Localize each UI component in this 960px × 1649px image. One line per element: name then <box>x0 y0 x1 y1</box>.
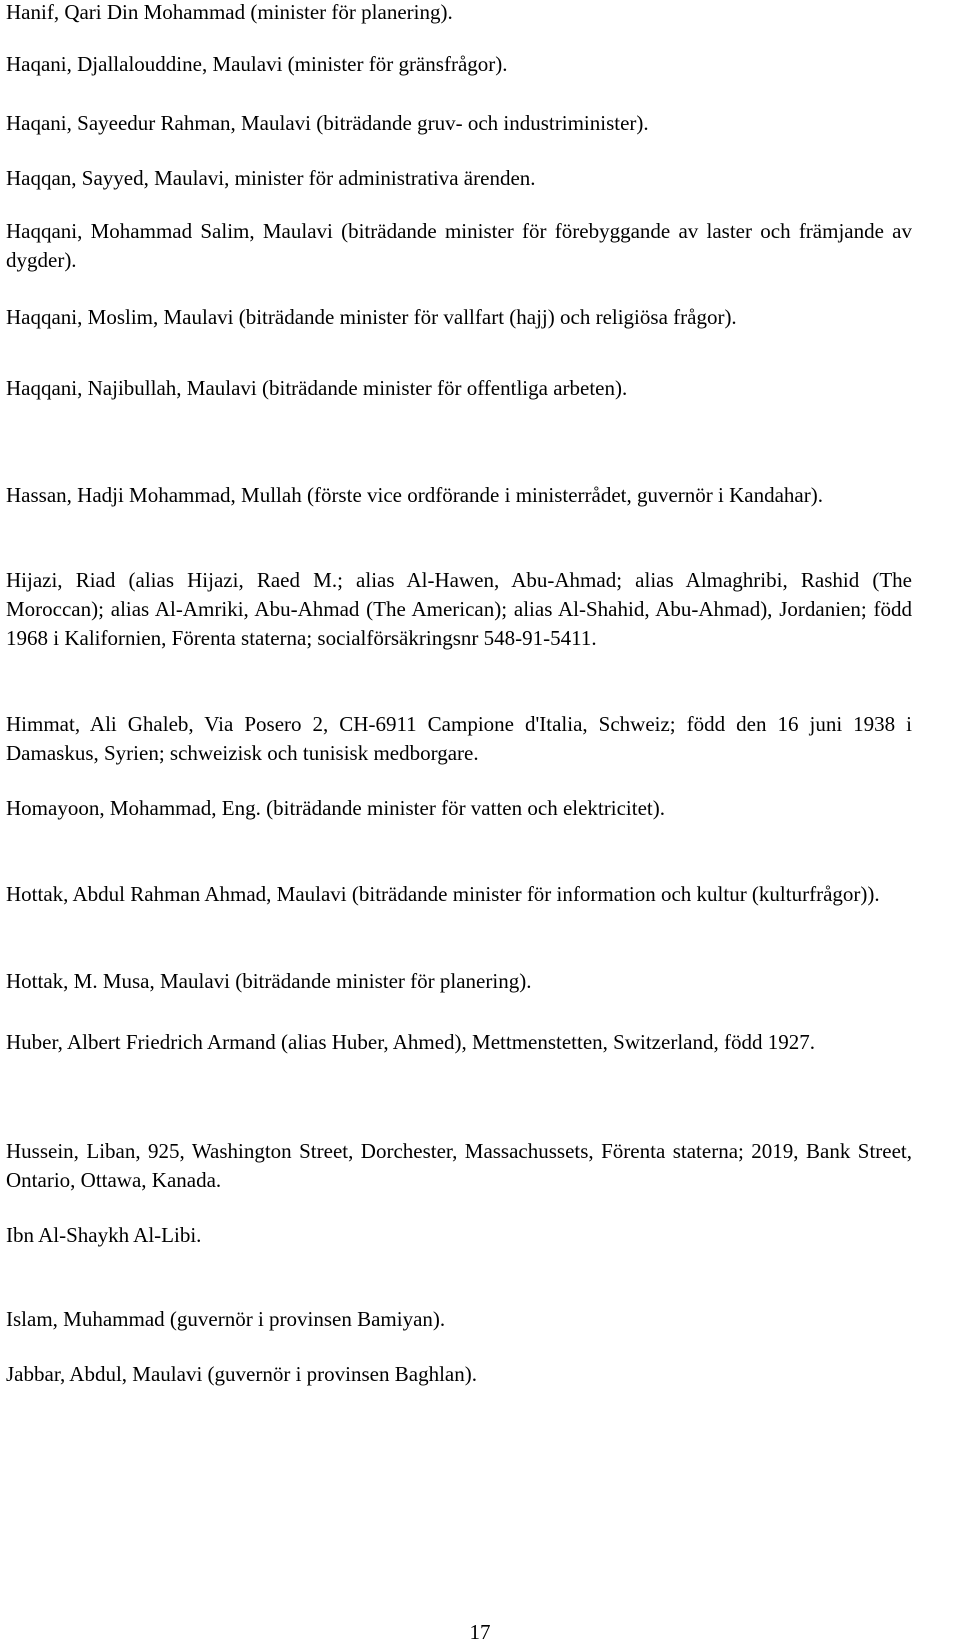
list-entry: Haqqani, Najibullah, Maulavi (biträdande minister för offentliga arbeten). <box>6 376 628 400</box>
list-entry: Hijazi, Riad (alias Hijazi, Raed M.; alias Al-Hawen, Abu-Ahmad; alias Almaghribi, Rashid (The Moroccan); alias Al-Amriki, Abu-Ahmad (The American); alias Al-Shahid, Abu-Ahmad), Jordanien; född 1968 i Kalifornien, Förenta staterna; socialförsäkringsnr 548-91-5411. <box>6 568 912 650</box>
page-number: 17 <box>469 1620 491 1644</box>
list-entry: Huber, Albert Friedrich Armand (alias Huber, Ahmed), Mettmenstetten, Switzerland, född 1927. <box>6 1030 815 1054</box>
list-entry: Jabbar, Abdul, Maulavi (guvernör i provinsen Baghlan). <box>6 1362 477 1386</box>
list-entry: Himmat, Ali Ghaleb, Via Posero 2, CH-6911 Campione d'Italia, Schweiz; född den 16 juni 1938 i Damaskus, Syrien; schweizisk och tunisisk medborgare. <box>6 712 912 765</box>
list-entry: Hottak, M. Musa, Maulavi (biträdande minister för planering). <box>6 969 532 993</box>
list-entry: Haqqani, Moslim, Maulavi (biträdande minister för vallfart (hajj) och religiösa frågor). <box>6 305 737 329</box>
list-entry: Hassan, Hadji Mohammad, Mullah (förste vice ordförande i ministerrådet, guvernör i Kandahar). <box>6 483 823 507</box>
list-entry: Haqani, Djallalouddine, Maulavi (minister för gränsfrågor). <box>6 52 508 76</box>
list-entry: Homayoon, Mohammad, Eng. (biträdande minister för vatten och elektricitet). <box>6 796 665 820</box>
list-entry: Hottak, Abdul Rahman Ahmad, Maulavi (biträdande minister för information och kultur (kulturfrågor)). <box>6 882 880 906</box>
list-entry: Hanif, Qari Din Mohammad (minister för planering). <box>6 0 453 24</box>
list-entry: Haqani, Sayeedur Rahman, Maulavi (biträdande gruv- och industriminister). <box>6 111 649 135</box>
list-entry: Ibn Al-Shaykh Al-Libi. <box>6 1223 202 1247</box>
list-entry: Haqqani, Mohammad Salim, Maulavi (biträdande minister för förebyggande av laster och främjande av dygder). <box>6 219 912 272</box>
list-entry: Islam, Muhammad (guvernör i provinsen Bamiyan). <box>6 1307 446 1331</box>
list-entry: Haqqan, Sayyed, Maulavi, minister för administrativa ärenden. <box>6 166 536 190</box>
list-entry: Hussein, Liban, 925, Washington Street, Dorchester, Massachussets, Förenta staterna; 2019, Bank Street, Ontario, Ottawa, Kanada. <box>6 1139 912 1192</box>
